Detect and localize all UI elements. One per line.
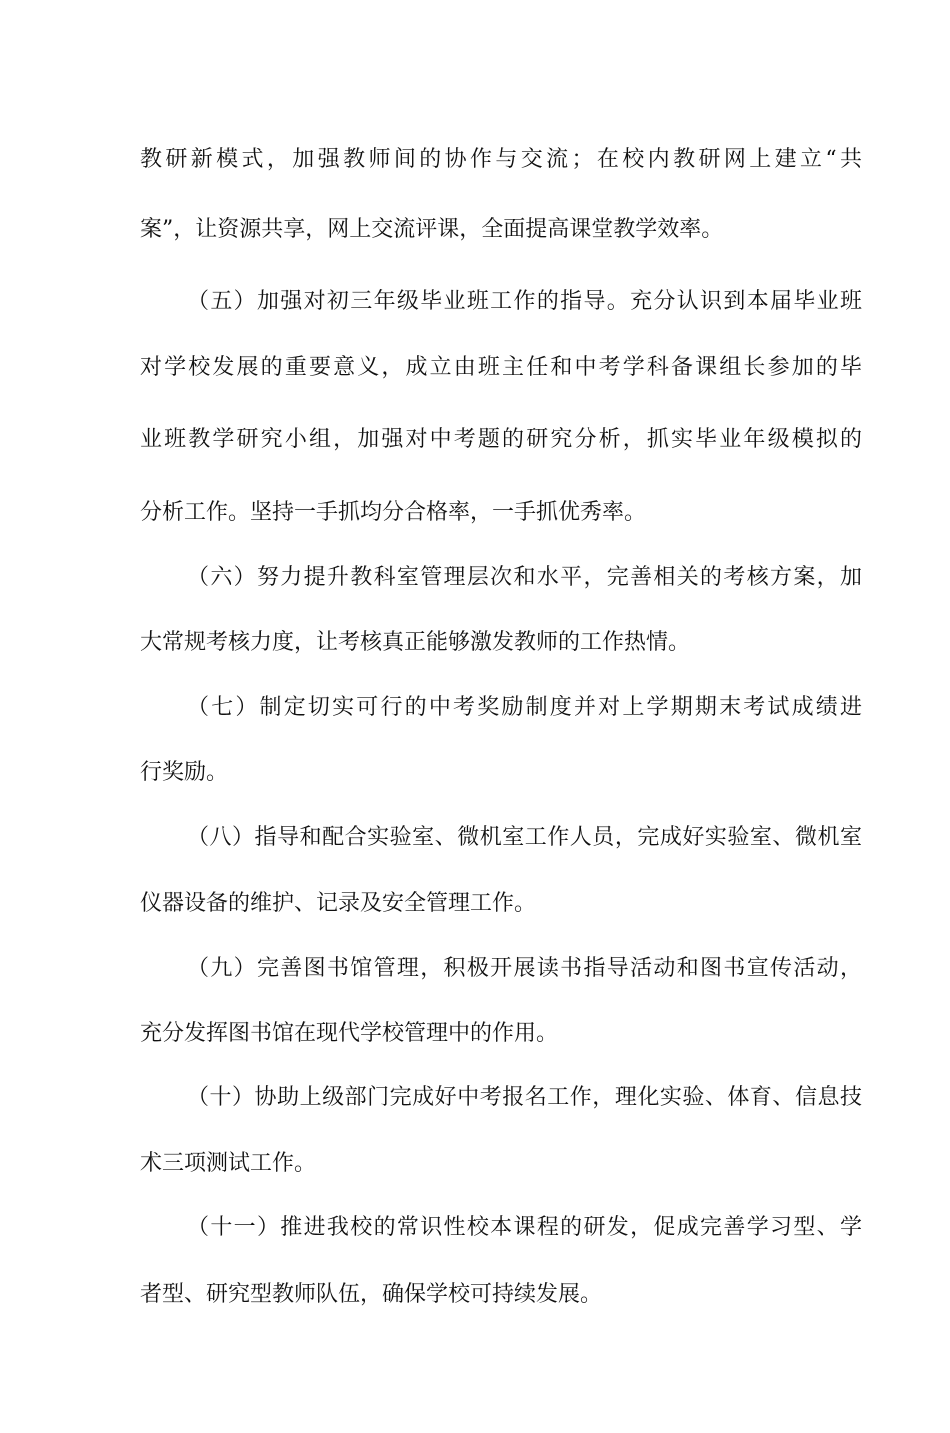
text-line: 大常规考核力度，让考核真正能够激发教师的工作热情。	[140, 630, 691, 655]
text-line: 案”，让资源共享，网上交流评课，全面提高课堂教学效率。	[140, 217, 724, 242]
paragraph-7-line: （七）制定切实可行的中考奖励制度并对上学期期末考试成绩进	[187, 695, 862, 720]
paragraph-5-line: （五）加强对初三年级毕业班工作的指导。充分认识到本届毕业班	[187, 289, 862, 314]
text-line: 对学校发展的重要意义，成立由班主任和中考学科备课组长参加的毕	[140, 355, 862, 380]
text-line: 充分发挥图书馆在现代学校管理中的作用。	[140, 1021, 559, 1046]
text-line: 行奖励。	[140, 760, 229, 785]
paragraph-8-line: （八）指导和配合实验室、微机室工作人员，完成好实验室、微机室	[187, 825, 862, 850]
text-line: 教研新模式，加强教师间的协作与交流；在校内教研网上建立“共	[140, 147, 862, 172]
paragraph-10-line: （十）协助上级部门完成好中考报名工作，理化实验、体育、信息技	[187, 1085, 862, 1110]
text-line: 术三项测试工作。	[140, 1151, 317, 1176]
text-line: 者型、研究型教师队伍，确保学校可持续发展。	[140, 1282, 603, 1307]
text-line: 分析工作。坚持一手抓均分合格率，一手抓优秀率。	[140, 500, 647, 525]
paragraph-11-line: （十一）推进我校的常识性校本课程的研发，促成完善学习型、学	[187, 1215, 862, 1240]
text-line: 业班教学研究小组，加强对中考题的研究分析，抓实毕业年级模拟的	[140, 427, 862, 452]
paragraph-6-line: （六）努力提升教科室管理层次和水平，完善相关的考核方案，加	[187, 565, 862, 590]
paragraph-9-line: （九）完善图书馆管理，积极开展读书指导活动和图书宣传活动，	[187, 956, 862, 981]
text-line: 仪器设备的维护、记录及安全管理工作。	[140, 891, 537, 916]
